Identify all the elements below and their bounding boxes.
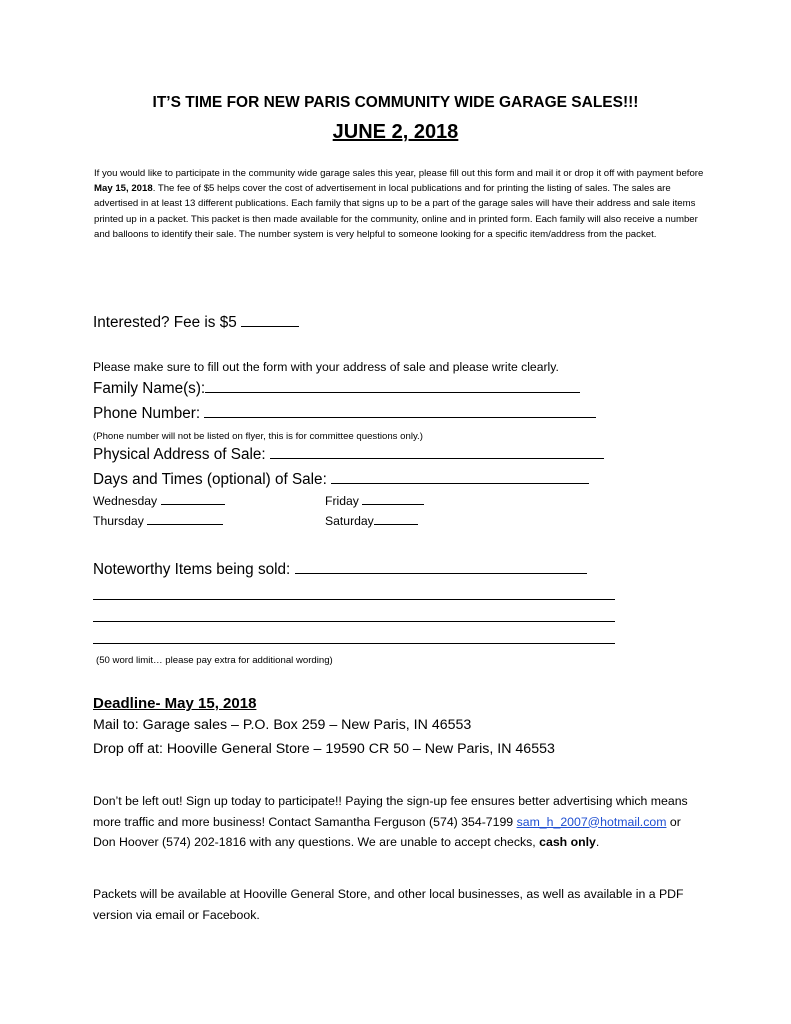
thursday-label: Thursday bbox=[93, 514, 144, 528]
days-row bbox=[93, 471, 589, 489]
word-limit-note: (50 word limit… please pay extra for additional wording) bbox=[96, 655, 333, 666]
cash-only: cash only bbox=[539, 835, 596, 849]
address-row bbox=[93, 446, 604, 464]
items-line-2[interactable] bbox=[93, 599, 615, 600]
page-title: IT’S TIME FOR NEW PARIS COMMUNITY WIDE GARAGE SALES!!! bbox=[152, 94, 639, 111]
phone-label: Phone Number: bbox=[93, 405, 201, 422]
days-label: Days and Times (optional) of Sale: bbox=[93, 471, 327, 488]
form-instructions: Please make sure to fill out the form with your address of sale and please write clearly. bbox=[93, 360, 559, 374]
wednesday-label: Wednesday bbox=[93, 494, 158, 508]
event-date: JUNE 2, 2018 bbox=[332, 121, 459, 143]
family-label: Family Name(s): bbox=[93, 380, 206, 397]
phone-note: (Phone number will not be listed on flyer, this is for committee questions only.) bbox=[93, 431, 423, 442]
items-blank[interactable] bbox=[295, 561, 587, 574]
items-line-3[interactable] bbox=[93, 621, 615, 622]
contact-text-2: or Don Hoover (574) 202-1816 with any questions. We are unable to accept checks, bbox=[93, 814, 681, 849]
family-name-blank[interactable] bbox=[205, 380, 580, 393]
thursday-row bbox=[93, 514, 223, 528]
items-label: Noteworthy Items being sold: bbox=[93, 561, 291, 578]
friday-row bbox=[325, 494, 424, 508]
items-row bbox=[93, 561, 587, 579]
phone-row bbox=[93, 405, 596, 423]
intro-deadline: May 15, 2018 bbox=[94, 183, 153, 195]
saturday-row bbox=[325, 514, 418, 528]
family-row bbox=[93, 380, 580, 398]
intro-paragraph bbox=[94, 166, 714, 242]
contact-paragraph bbox=[93, 791, 693, 853]
address-label: Physical Address of Sale: bbox=[93, 446, 266, 463]
days-blank[interactable] bbox=[331, 471, 589, 484]
phone-blank[interactable] bbox=[204, 405, 596, 418]
saturday-label: Saturday bbox=[325, 514, 374, 528]
email-link[interactable]: sam_h_2007@hotmail.com bbox=[516, 814, 667, 829]
wednesday-blank[interactable] bbox=[161, 494, 225, 505]
deadline-heading: Deadline- May 15, 2018 bbox=[93, 695, 257, 712]
intro-text-2: . The fee of $5 helps cover the cost of advertisement in local publications and for printing the listing of sales. The sales are advertised in at least 13 different publications. Each family that signs up to be a part of the garage sales will have their address and sale items printed up in a packet. This packet is then made available for the community, online and in printed form. Each family will also receive a number and balloons to identify their sale. The number system is very helpful to someone looking for a specific item/address from the packet. bbox=[94, 183, 698, 240]
address-blank[interactable] bbox=[270, 446, 604, 459]
fee-blank[interactable] bbox=[241, 314, 299, 327]
intro-text-1: If you would like to participate in the community wide garage sales this year, please fill out this form and mail it or drop it off with payment before bbox=[94, 168, 704, 179]
friday-blank[interactable] bbox=[362, 494, 424, 505]
mail-address: Mail to: Garage sales – P.O. Box 259 – New Paris, IN 46553 bbox=[93, 717, 472, 733]
saturday-blank[interactable] bbox=[374, 514, 418, 525]
contact-text-end: . bbox=[595, 835, 600, 849]
wednesday-row bbox=[93, 494, 225, 508]
packets-paragraph: Packets will be available at Hooville General Store, and other local businesses, as well as available in a PDF version via email or Facebook. bbox=[93, 887, 684, 922]
drop-off-address: Drop off at: Hooville General Store – 19590 CR 50 – New Paris, IN 46553 bbox=[93, 741, 555, 757]
interested-label: Interested? Fee is $5 bbox=[93, 314, 237, 331]
items-line-4[interactable] bbox=[93, 643, 615, 644]
thursday-blank[interactable] bbox=[147, 514, 223, 525]
contact-text-1: Don’t be left out! Sign up today to participate!! Paying the sign-up fee ensures better advertising which means more traffic and more business! Contact Samantha Ferguson (574) 354-7199 bbox=[93, 794, 688, 829]
interested-row bbox=[93, 314, 299, 332]
friday-label: Friday bbox=[325, 494, 359, 508]
